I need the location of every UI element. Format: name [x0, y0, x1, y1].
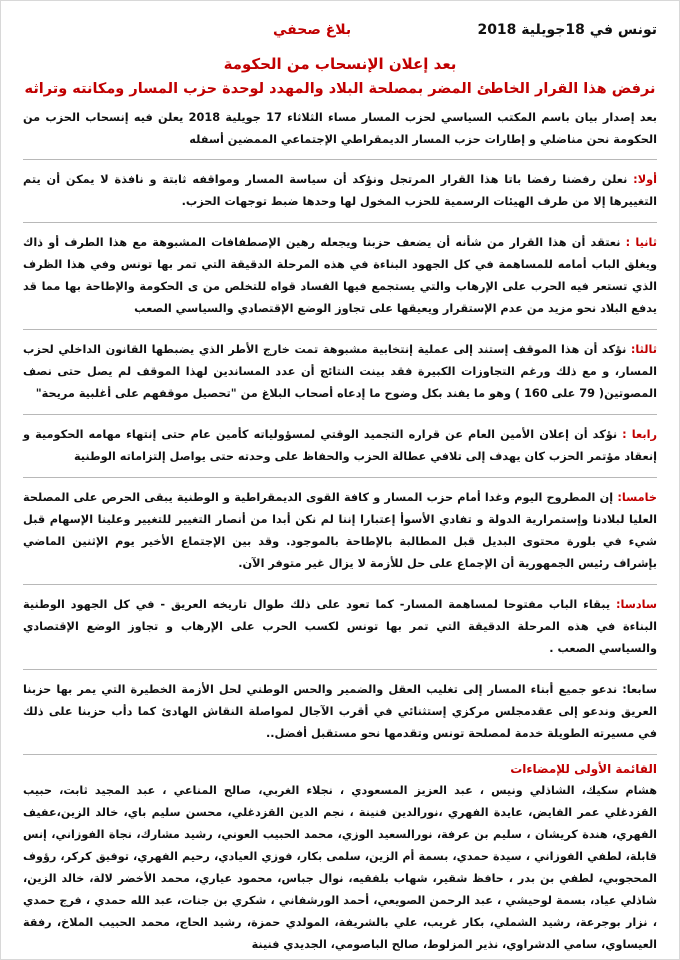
- point-6: [23, 592, 657, 664]
- point-5: [23, 485, 657, 579]
- document-kind: بلاغ صحفي: [273, 22, 352, 38]
- divider: [23, 414, 657, 415]
- point-4: [23, 422, 657, 472]
- divider: [23, 477, 657, 478]
- point-lead: ثالثا:: [630, 343, 657, 356]
- point-text: ندعو جميع أبناء المسار إلى تغليب العقل والضمير والحس الوطني لحل الأزمة الخطيرة التي يمر بها حزبنا العريق وندعو إلى عقدمجلس مركزي إستثنائي في أقرب الآجال لمواصلة النقاش الهادئ كما دأب حزبنا على ذلك في مسيرته الطويلة خدمة لمصلحة تونس وتقدمها نحو مستقبل أفضل..: [23, 683, 657, 740]
- divider: [23, 222, 657, 223]
- point-text: إن المطروح اليوم وغدا أمام حزب المسار و كافة القوى الديمقراطية و الوطنية يبقى الحرص على المصلحة العليا لبلادنا وإستمرارية الدولة و تفادي الأسوأ إعتبارا إننا لم نكن أبدا من أنصار التغيير للتغيير وعلينا الإسهام قبل شيء في بلورة محتوى البديل قبل المطالبة بالإطاحة بالموجود. وقد بين الإجتماع الأخير يوم الإثنين الماضي بإشراف رئيس الجمهورية أن الإجماع على حل للأزمة لا يزال غير متوفر الآن.: [23, 491, 657, 570]
- point-text: يبقاء الباب مفتوحا لمساهمة المسار- كما تعود على ذلك طوال تاريخه العريق - في كل الجهود الوطنية البناءة في هذه المرحلة الدقيقة التي تمر بها تونس لكسب الحرب على الإرهاب و تجاوز الوضع الإقتصادي والسياسي الصعب .: [23, 598, 657, 655]
- document-title: بعد إعلان الإنسحاب من الحكومة: [223, 55, 457, 73]
- point-lead: سابعا:: [622, 683, 657, 696]
- point-text: نؤكد أن إعلان الأمين العام عن قراره التجميد الوقتي لمسؤولياته كأمين عام حتى إنتهاء مهامه الحكومية و إنعقاد مؤتمر الحزب كان يهدف إلى تلافي عطالة الحزب والحفاظ على وحدته حتى يواصل إلتزاماته الوطنية: [23, 428, 657, 463]
- date-line: تونس في 18جويلية 2018: [477, 22, 657, 38]
- point-text: نؤكد أن هذا الموقف إستند إلى عملية إنتخابية مشبوهة تمت خارج الأطر الذي يضبطها القانون الداخلي لحزب المسار، و مع ذلك ورغم التجاوزات الكبيرة فقد بينت النتائج أن عدد المساندين لهذا الموقف لم يصل حتى نصف المصوتين( 79 على 160 ) وهو ما يفند بكل وضوح ما إدعاه أصحاب البلاغ من "تحصيل موقفهم على أغلبية مريحة": [23, 343, 657, 400]
- signatures-list: هشام سكيك، الشاذلي ونيس ، عبد العزيز المسعودي ، نجلاء الغربي، صالح المناعي ، عبد المجيد ثابت، حبيب القزدغلي عمر الفايض، عايدة الفهري ،نورالدين فنينة ، نجم الدين القزدغلي، محسن سليم باي، خالد الزين،عفيف الفهري، هندة كريشان ، سليم بن عرفة، نورالسعيد الوزي، محمد الحبيب العوني، رشيد مشارك، نجاة الفوزاني، إنس قابلة، لطفي الفوزاني ، سيدة حمدي، بسمة أم الزين، سلمى بكار، فوزي العيادي، رحيم الفهري، توفيق كركر، رؤوف المحجوبي، لطفي بن بدر ، حافظ شقير، شهاب بلفقيه، نوال جباس، محمود عياري، محمد الأخضر لالة، خالد الزين، شاذلي عياد، بسمة لوحيشي ، عبد الرحمن الصويعي، أحمد الورشفاني ، شكري بن جنات، عبد الله حمدي ، فرج حمدي ، نزار بوجرعة، رشيد الشملي، بكار غريب، علي بالشريفة، المولدي حمزة، رشيد الحاج، محمد الحبيب الملاخ، رفقة العيساوي، سامي الدشراوي، نذير المزلوط، صالح الباصومي، الجديدي فنينة: [23, 784, 657, 951]
- point-lead: خامسا:: [617, 491, 657, 504]
- divider: [23, 754, 657, 755]
- point-lead: رابعا :: [622, 428, 657, 441]
- point-3: [23, 337, 657, 409]
- divider: [23, 329, 657, 330]
- point-1: [23, 167, 657, 217]
- header-row: [23, 17, 657, 43]
- divider: [23, 584, 657, 585]
- point-lead: ثانيا :: [625, 236, 658, 249]
- signatures-heading: القائمة الأولى للإمضاءات: [510, 762, 657, 776]
- point-7: [23, 677, 657, 749]
- divider: [23, 159, 657, 160]
- point-text: نعلن رفضنا رفضا باتا هذا القرار المرتجل ونؤكد أن سياسة المسار ومواقفه ثابتة و نافذة لا يمكن أن يتم التغييرها إلا من طرف الهيئات الرسمية للحزب المخول لها وحدها ضبط توجهات الحزب.: [23, 173, 657, 208]
- document-subtitle: نرفض هذا القرار الخاطئ المضر بمصلحة البلاد والمهدد لوحدة حزب المسار ومكانته وتراثه: [24, 81, 656, 97]
- divider: [23, 669, 657, 670]
- point-lead: سادسا:: [615, 598, 657, 611]
- point-lead: أولا:: [633, 173, 657, 186]
- point-2: [23, 230, 657, 324]
- point-text: نعتقد أن هذا القرار من شأنه أن يضعف حزبنا ويجعله رهين الإصطفافات المشبوهة مع هذا الطرف أو ذاك ويغلق الباب أمامه للمساهمة في كل الجهود البناءة في هذه المرحلة الدقيقة التي تمر بها تونس وفي هذا الظرف الذي تستعر فيه الحرب على الإرهاب والتي يستجمع فيها الفساد قواه للتخلص من ى الحكومة والإطاحة بها مما قد يدفع البلاد نحو مزيد من عدم الإستقرار ويعيقها على تجاوز الوضع الإقتصادي والسياسي الصعب: [23, 236, 657, 315]
- intro-paragraph: بعد إصدار بيان باسم المكتب السياسي لحزب المسار مساء الثلاثاء 17 جويلية 2018 يعلن فيه إنسحاب الحزب من الحكومة نحن مناضلي و إطارات حزب المسار الديمقراطي الإجتماعي الممضين أسفله: [23, 111, 658, 146]
